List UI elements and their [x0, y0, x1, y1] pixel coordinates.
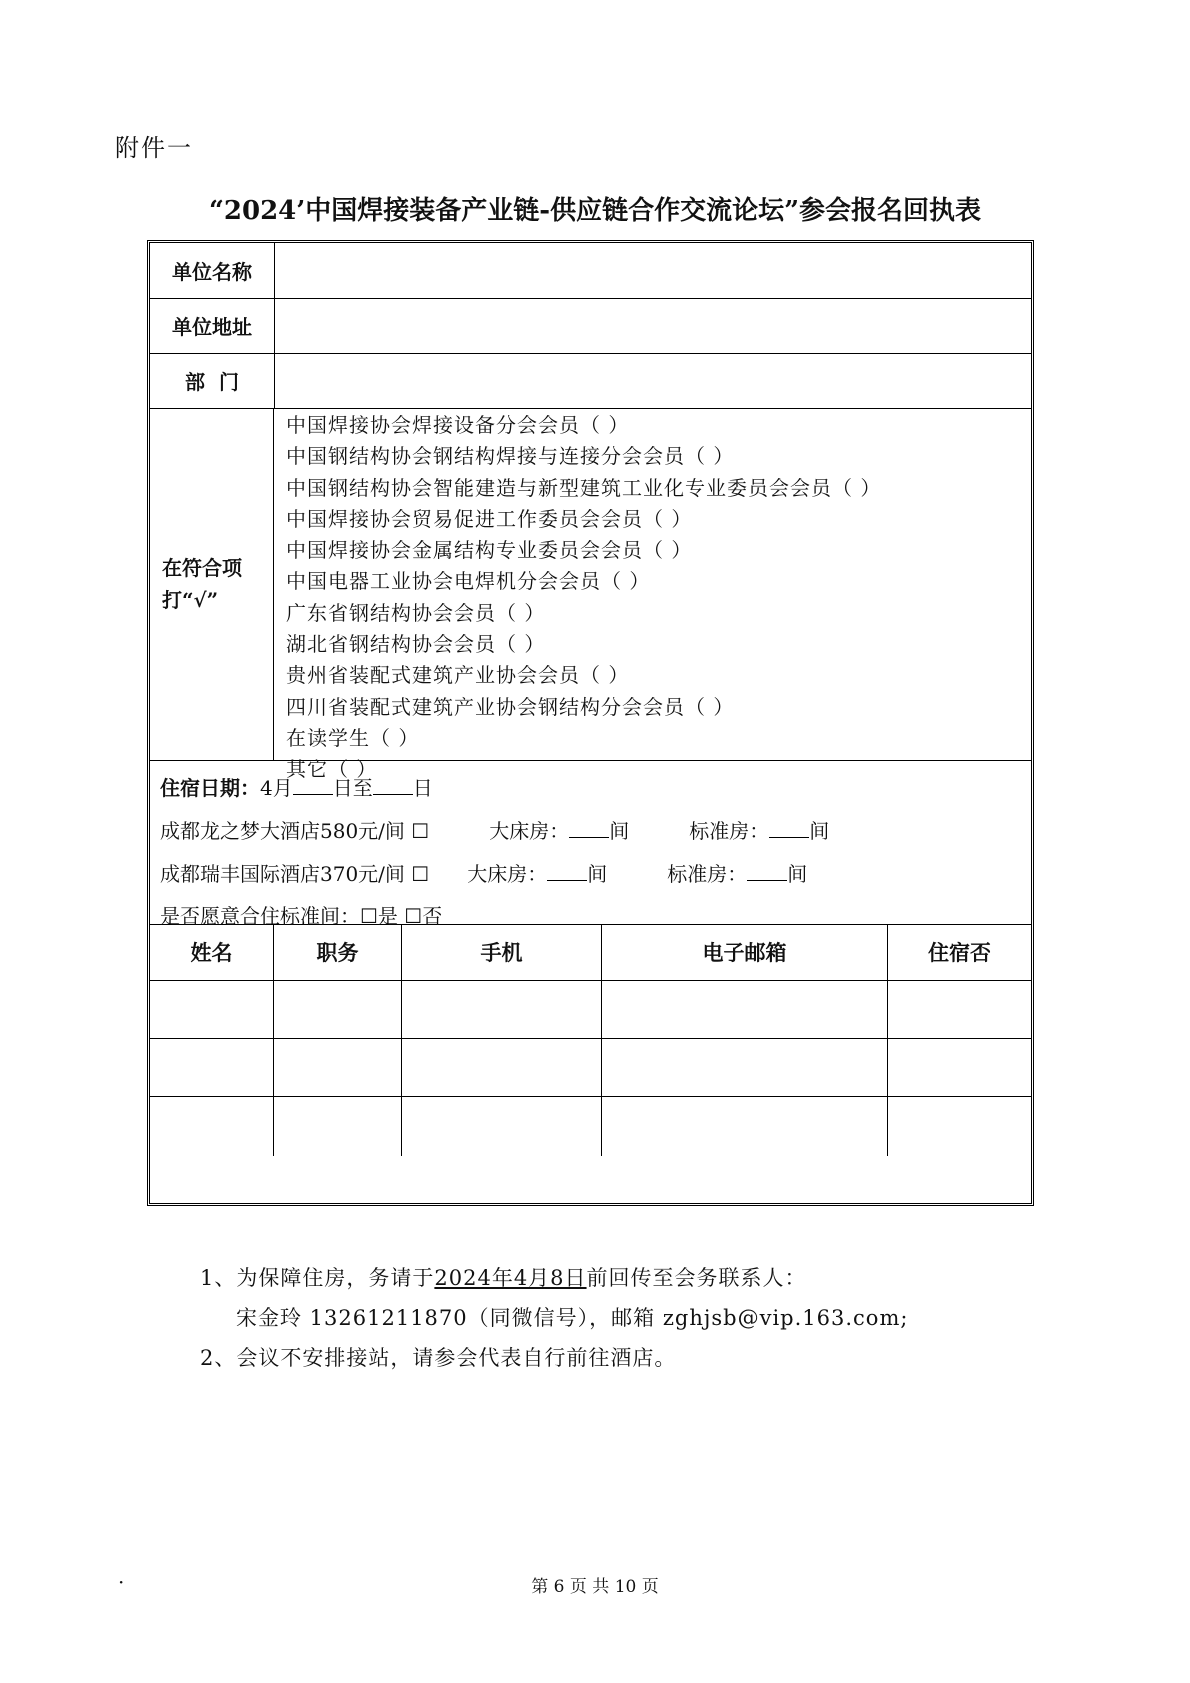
- day-to-blank[interactable]: [373, 776, 413, 795]
- note-1-prefix: 1、为保障住房，务请于: [200, 1266, 435, 1290]
- hotel1-big-bed: 大床房：: [489, 819, 570, 843]
- cell-phone[interactable]: [402, 1038, 602, 1096]
- notes: [200, 1258, 908, 1378]
- department-label: 部 门: [150, 353, 275, 408]
- registration-form: [147, 240, 1034, 1206]
- hotel1-line: [160, 815, 1031, 844]
- cell-email[interactable]: [602, 1096, 888, 1156]
- hotel2-line: [160, 858, 1031, 887]
- membership-option[interactable]: 其它（ ）: [286, 757, 378, 782]
- header-position: 职务: [274, 924, 402, 980]
- day-from-blank[interactable]: [293, 776, 333, 795]
- room-unit: 间: [609, 819, 630, 843]
- cell-position[interactable]: [274, 1038, 402, 1096]
- room-unit: 间: [787, 862, 808, 886]
- unit-name-label: 单位名称: [150, 243, 275, 298]
- membership-option[interactable]: 贵州省装配式建筑产业协会会员（ ）: [286, 663, 630, 688]
- membership-row: [150, 408, 1031, 782]
- cell-name[interactable]: [150, 1038, 274, 1096]
- contact-line: 宋金玲 13261211870（同微信号），邮箱 zghjsb@vip.163.com;: [236, 1306, 909, 1330]
- header-lodging: 住宿否: [928, 940, 991, 965]
- hotel2-big-blank[interactable]: [547, 862, 587, 881]
- note-2: 2、会议不安排接站，请参会代表自行前往酒店。: [200, 1346, 677, 1370]
- unit-address-row: [150, 298, 1031, 354]
- membership-label-line2: 打“√”: [162, 588, 219, 612]
- cell-phone[interactable]: [402, 980, 602, 1038]
- hotel1-standard: 标准房：: [689, 819, 770, 843]
- cell-email[interactable]: [602, 980, 888, 1038]
- lodging-date-line: [160, 772, 1031, 801]
- table-row: [150, 1096, 1031, 1203]
- attachment-label: 附件一: [115, 134, 193, 162]
- membership-options: [286, 410, 881, 786]
- header-email: 电子邮箱: [602, 924, 888, 980]
- lodging-section: [150, 760, 1031, 928]
- room-unit: 间: [587, 862, 608, 886]
- membership-option[interactable]: 在读学生（ ）: [286, 725, 420, 750]
- cell-lodging[interactable]: [888, 980, 1031, 1038]
- hotel1-std-blank[interactable]: [769, 819, 809, 838]
- unit-name-row: [150, 243, 1031, 299]
- membership-option[interactable]: 中国电器工业协会电焊机分会会员（ ）: [286, 569, 651, 594]
- header-name: 姓名: [150, 924, 274, 980]
- membership-label: [150, 408, 274, 760]
- header-phone: 手机: [402, 924, 602, 980]
- unit-address-label: 单位地址: [150, 298, 275, 353]
- room-unit: 间: [809, 819, 830, 843]
- form-title: “2024’中国焊接装备产业链-供应链合作交流论坛”参会报名回执表: [208, 196, 982, 226]
- cell-position[interactable]: [274, 1096, 402, 1156]
- attendee-header-row: [150, 924, 1031, 981]
- page-number: 第 6 页 共 10 页: [531, 1577, 659, 1597]
- membership-option[interactable]: 中国焊接协会金属结构专业委员会会员（ ）: [286, 538, 693, 563]
- bullet-dot: ·: [118, 1570, 125, 1594]
- cell-name[interactable]: [150, 980, 274, 1038]
- hotel2-standard: 标准房：: [667, 862, 748, 886]
- cell-lodging[interactable]: [888, 1096, 1031, 1156]
- share-room-question[interactable]: 是否愿意合住标准间：☐是 ☐否: [160, 904, 443, 928]
- hotel1-name[interactable]: 成都龙之梦大酒店580元/间 ☐: [160, 819, 430, 843]
- membership-option[interactable]: 广东省钢结构协会会员（ ）: [286, 600, 546, 625]
- cell-position[interactable]: [274, 980, 402, 1038]
- hotel2-std-blank[interactable]: [747, 862, 787, 881]
- note-1: [200, 1258, 908, 1298]
- hotel1-big-blank[interactable]: [569, 819, 609, 838]
- lodging-date-label: 住宿日期：: [160, 776, 260, 800]
- membership-option[interactable]: 中国钢结构协会智能建造与新型建筑工业化专业委员会会员（ ）: [286, 475, 882, 500]
- table-row: [150, 980, 1031, 1039]
- hotel2-big-bed: 大床房：: [467, 862, 548, 886]
- membership-option[interactable]: 中国焊接协会贸易促进工作委员会会员（ ）: [286, 506, 693, 531]
- membership-label-line1: 在符合项: [162, 556, 242, 580]
- membership-option[interactable]: 四川省装配式建筑产业协会钢结构分会会员（ ）: [286, 694, 735, 719]
- cell-name[interactable]: [150, 1096, 274, 1156]
- membership-option[interactable]: 中国钢结构协会钢结构焊接与连接分会会员（ ）: [286, 444, 735, 469]
- day-to-text: 日: [412, 776, 433, 800]
- cell-email[interactable]: [602, 1038, 888, 1096]
- membership-option[interactable]: 中国焊接协会焊接设备分会会员（ ）: [286, 413, 630, 437]
- hotel2-name[interactable]: 成都瑞丰国际酒店370元/间 ☐: [160, 862, 430, 886]
- cell-phone[interactable]: [402, 1096, 602, 1156]
- department-row: [150, 353, 1031, 409]
- lodging-month: 4月: [260, 776, 293, 800]
- note-1-suffix: 前回传至会务联系人：: [586, 1266, 807, 1290]
- table-row: [150, 1038, 1031, 1097]
- membership-option[interactable]: 湖北省钢结构协会会员（ ）: [286, 632, 546, 657]
- deadline: 2024年4月8日: [434, 1266, 587, 1290]
- cell-lodging[interactable]: [888, 1038, 1031, 1096]
- day-from-text: 日至: [332, 776, 373, 800]
